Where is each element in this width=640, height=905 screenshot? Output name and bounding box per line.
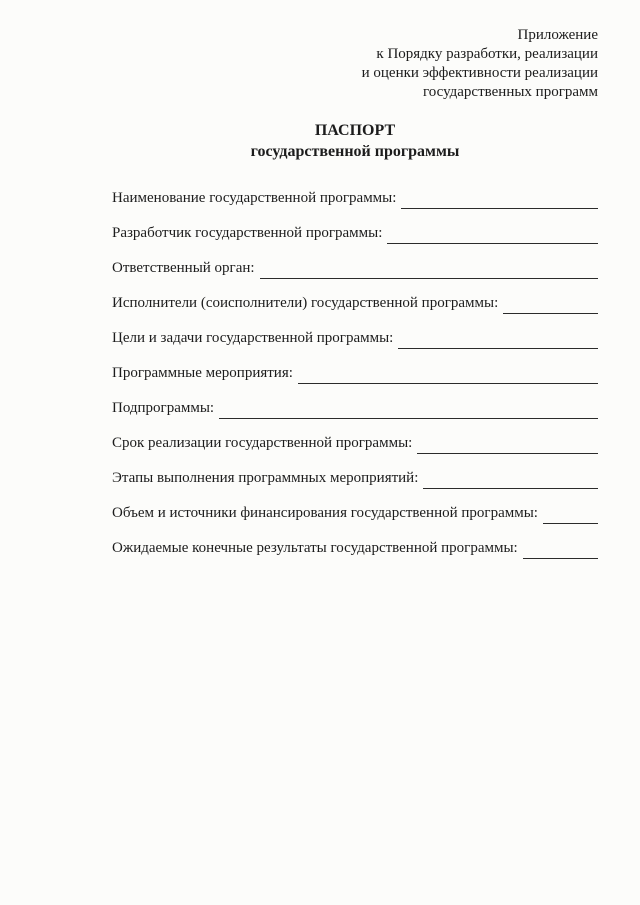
fill-in-line (523, 542, 598, 559)
form-field-expected-results (112, 538, 598, 559)
appendix-line: к Порядку разработки, реализации (376, 46, 598, 62)
form-field-developer (112, 223, 598, 244)
fill-in-line (298, 367, 598, 384)
form-field-responsible-body (112, 258, 598, 279)
field-label: Наименование государственной программы: (112, 190, 397, 206)
field-label: Ожидаемые конечные результаты государственной программы: (112, 540, 518, 556)
field-label: Подпрограммы: (112, 400, 215, 416)
form-field-program-name (112, 188, 598, 209)
fill-in-line (398, 332, 598, 349)
appendix-line: государственных программ (422, 84, 598, 100)
page-title-line-1: ПАСПОРТ (314, 122, 396, 139)
page-title-line-2: государственной программы (250, 143, 460, 160)
fill-in-line (387, 227, 598, 244)
field-label: Исполнители (соисполнители) государственной программы: (112, 295, 499, 311)
form-field-executors (112, 293, 598, 314)
fill-in-line (417, 437, 598, 454)
field-label: Этапы выполнения программных мероприятий: (112, 470, 419, 486)
form-field-subprograms (112, 398, 598, 419)
form-field-implementation-period (112, 433, 598, 454)
fill-in-line (219, 402, 598, 419)
fill-in-line (503, 297, 598, 314)
form-field-stages (112, 468, 598, 489)
field-label: Цели и задачи государственной программы: (112, 330, 394, 346)
form-field-goals-tasks (112, 328, 598, 349)
appendix-line: и оценки эффективности реализации (361, 65, 598, 81)
fill-in-line (260, 262, 598, 279)
form-field-funding (112, 503, 598, 524)
page-title (112, 120, 598, 162)
field-label: Разработчик государственной программы: (112, 225, 383, 241)
field-label: Программные мероприятия: (112, 365, 293, 381)
appendix-note (112, 26, 598, 102)
fill-in-line (543, 507, 598, 524)
passport-form (112, 188, 598, 559)
fill-in-line (401, 192, 598, 209)
form-field-program-activities (112, 363, 598, 384)
appendix-line: Приложение (517, 27, 598, 43)
fill-in-line (423, 472, 598, 489)
field-label: Ответственный орган: (112, 260, 255, 276)
field-label: Срок реализации государственной программы: (112, 435, 413, 451)
field-label: Объем и источники финансирования государственной программы: (112, 505, 538, 521)
